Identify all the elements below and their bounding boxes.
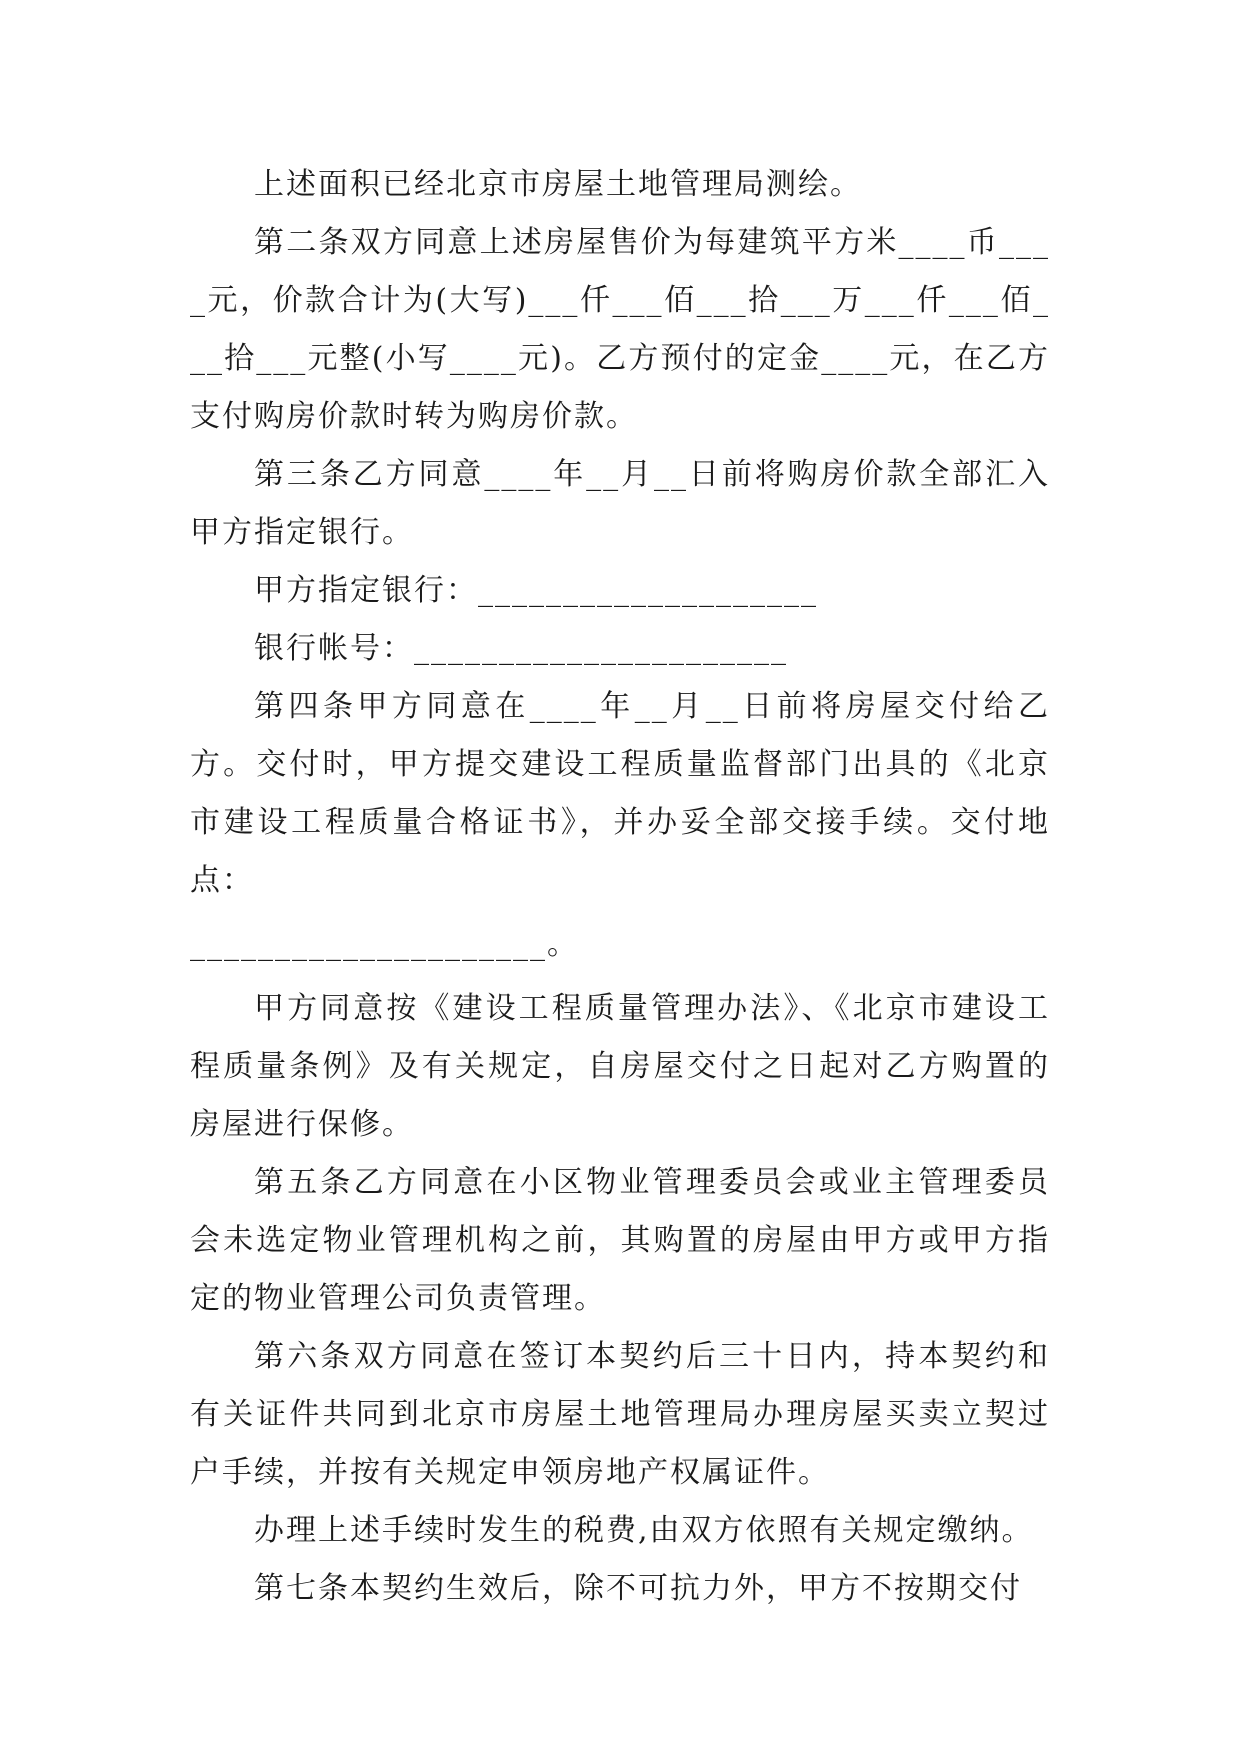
paragraph-article-4-delivery: 第四条甲方同意在____年__月__日前将房屋交付给乙方。交付时，甲方提交建设工程质量监督部门出具的《北京市建设工程质量合格证书》，并办妥全部交接手续。交付地点： (190, 689, 1050, 898)
paragraph-taxes: 办理上述手续时发生的税费,由双方依照有关规定缴纳。 (254, 1513, 1034, 1548)
paragraph-article-7-breach: 第七条本契约生效后，除不可抗力外，甲方不按期交付 (254, 1571, 1022, 1606)
paragraph-bank-account: 银行帐号：______________________ (254, 631, 788, 666)
document-body (190, 156, 1050, 1618)
paragraph-delivery-location-blank: _____________________。 (190, 927, 579, 962)
paragraph-article-3-payment: 第三条乙方同意____年__月__日前将购房价款全部汇入甲方指定银行。 (190, 457, 1050, 550)
paragraph-warranty: 甲方同意按《建设工程质量管理办法》、《北京市建设工程质量条例》及有关规定，自房屋交付之日起对乙方购置的房屋进行保修。 (190, 991, 1050, 1142)
paragraph-designated-bank: 甲方指定银行：____________________ (254, 573, 818, 608)
paragraph-article-6-transfer: 第六条双方同意在签订本契约后三十日内，持本契约和有关证件共同到北京市房屋土地管理局办理房屋买卖立契过户手续，并按有关规定申领房地产权属证件。 (190, 1339, 1050, 1490)
paragraph-article-2-price: 第二条双方同意上述房屋售价为每建筑平方米____币____元，价款合计为(大写)___仟___佰___拾___万___仟___佰___拾___元整(小写____元)。乙方预付的定金____元，在乙方支付购房价款时转为购房价款。 (190, 225, 1050, 434)
paragraph-article-5-management: 第五条乙方同意在小区物业管理委员会或业主管理委员会未选定物业管理机构之前，其购置的房屋由甲方或甲方指定的物业管理公司负责管理。 (190, 1165, 1050, 1316)
paragraph-area-surveyed: 上述面积已经北京市房屋土地管理局测绘。 (254, 167, 862, 202)
